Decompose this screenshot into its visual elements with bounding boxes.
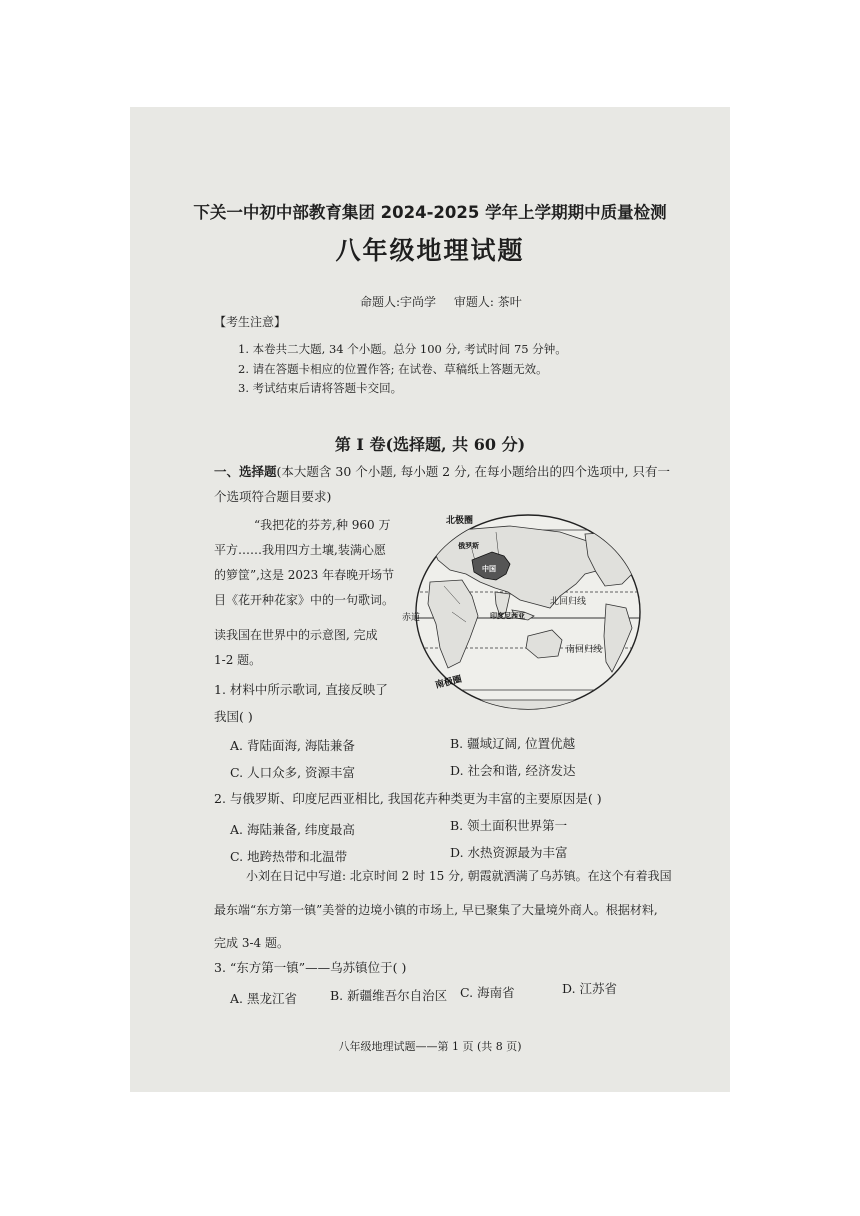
notice-item: 1. 本卷共二大题, 34 个小题。总分 100 分, 考试时间 75 分钟。 [238, 342, 567, 356]
label-tropic-north: 北回归线 [550, 597, 587, 607]
label-russia: 俄罗斯 [458, 542, 479, 550]
q3-option-d: D. 江苏省 [562, 981, 618, 996]
label-arctic-circle: 北极圈 [446, 516, 474, 526]
authors-line [360, 293, 536, 310]
q3-option-b: B. 新疆维吾尔自治区 [330, 988, 448, 1003]
section-intro-text: (本大题含 30 个小题, 每小题 2 分, 在每小题给出的四个选项中, 只有一 [276, 464, 670, 479]
section-intro-cont: 个选项符合题目要求) [214, 489, 332, 504]
passage2-line: 小刘在日记中写道: 北京时间 2 时 15 分, 朝霞就洒满了乌苏镇。在这个有着我国 [246, 869, 672, 883]
label-equator: 赤道 [402, 613, 421, 623]
label-tropic-south: 南回归线 [566, 645, 603, 655]
world-map [400, 512, 650, 712]
label-china: 中国 [482, 565, 496, 573]
antarctica-shape [400, 700, 650, 712]
part-title: 第 I 卷(选择题, 共 60 分) [334, 435, 526, 454]
exam-title: 八年级地理试题 [335, 236, 525, 265]
notice-item: 3. 考试结束后请将答题卡交回。 [238, 381, 403, 395]
setter: 命题人:宇尚学 [360, 295, 437, 309]
label-indonesia: 印度尼西亚 [490, 612, 525, 620]
q3-stem: 3. “东方第一镇”——乌苏镇位于( ) [214, 960, 407, 975]
notice-heading: 【考生注意】 [214, 315, 287, 329]
notice-item: 2. 请在答题卡相应的位置作答; 在试卷、草稿纸上答题无效。 [238, 362, 548, 376]
q1-option-a: A. 背陆面海, 海陆兼备 [230, 738, 355, 753]
reviewer: 审题人: 茶叶 [453, 295, 522, 309]
passage-line: 目《花开种花家》中的一句歌词。 [214, 593, 395, 607]
section-label: 一、选择题 [214, 464, 277, 479]
q2-option-b: B. 领土面积世界第一 [450, 818, 568, 833]
passage2-line: 完成 3-4 题。 [214, 936, 289, 950]
q1-stem-cont: 我国( ) [214, 709, 253, 724]
q1-option-d: D. 社会和谐, 经济发达 [450, 763, 576, 778]
section-intro [214, 462, 670, 480]
passage-line: “我把花的芬芳,种 960 万 [254, 518, 391, 532]
exam-header: 下关一中初中部教育集团 2024-2025 学年上学期期中质量检测 [193, 203, 667, 222]
q3-option-c: C. 海南省 [460, 985, 515, 1000]
q1-stem: 1. 材料中所示歌词, 直接反映了 [214, 682, 388, 697]
q3-option-a: A. 黑龙江省 [230, 991, 297, 1006]
q2-option-a: A. 海陆兼备, 纬度最高 [230, 822, 355, 837]
passage-line: 平方……我用四方土壤,装满心愿 [214, 543, 386, 557]
passage-line: 1-2 题。 [214, 653, 262, 667]
q2-stem: 2. 与俄罗斯、印度尼西亚相比, 我国花卉种类更为丰富的主要原因是( ) [214, 791, 602, 806]
passage-line: 的箩筐”,这是 2023 年春晚开场节 [214, 568, 395, 582]
q2-option-d: D. 水热资源最为丰富 [450, 845, 568, 860]
label-antarctic-circle: 南极圈 [434, 674, 463, 691]
exam-paper [130, 107, 730, 1092]
passage2-line: 最东端“东方第一镇”美誉的边境小镇的市场上, 早已聚集了大量境外商人。根据材料, [214, 903, 658, 917]
q1-option-b: B. 疆域辽阔, 位置优越 [450, 736, 576, 751]
q1-option-c: C. 人口众多, 资源丰富 [230, 765, 356, 780]
q2-option-c: C. 地跨热带和北温带 [230, 849, 348, 864]
passage-line: 读我国在世界中的示意图, 完成 [214, 628, 378, 642]
page-footer: 八年级地理试题——第 1 页 (共 8 页) [338, 1040, 522, 1053]
